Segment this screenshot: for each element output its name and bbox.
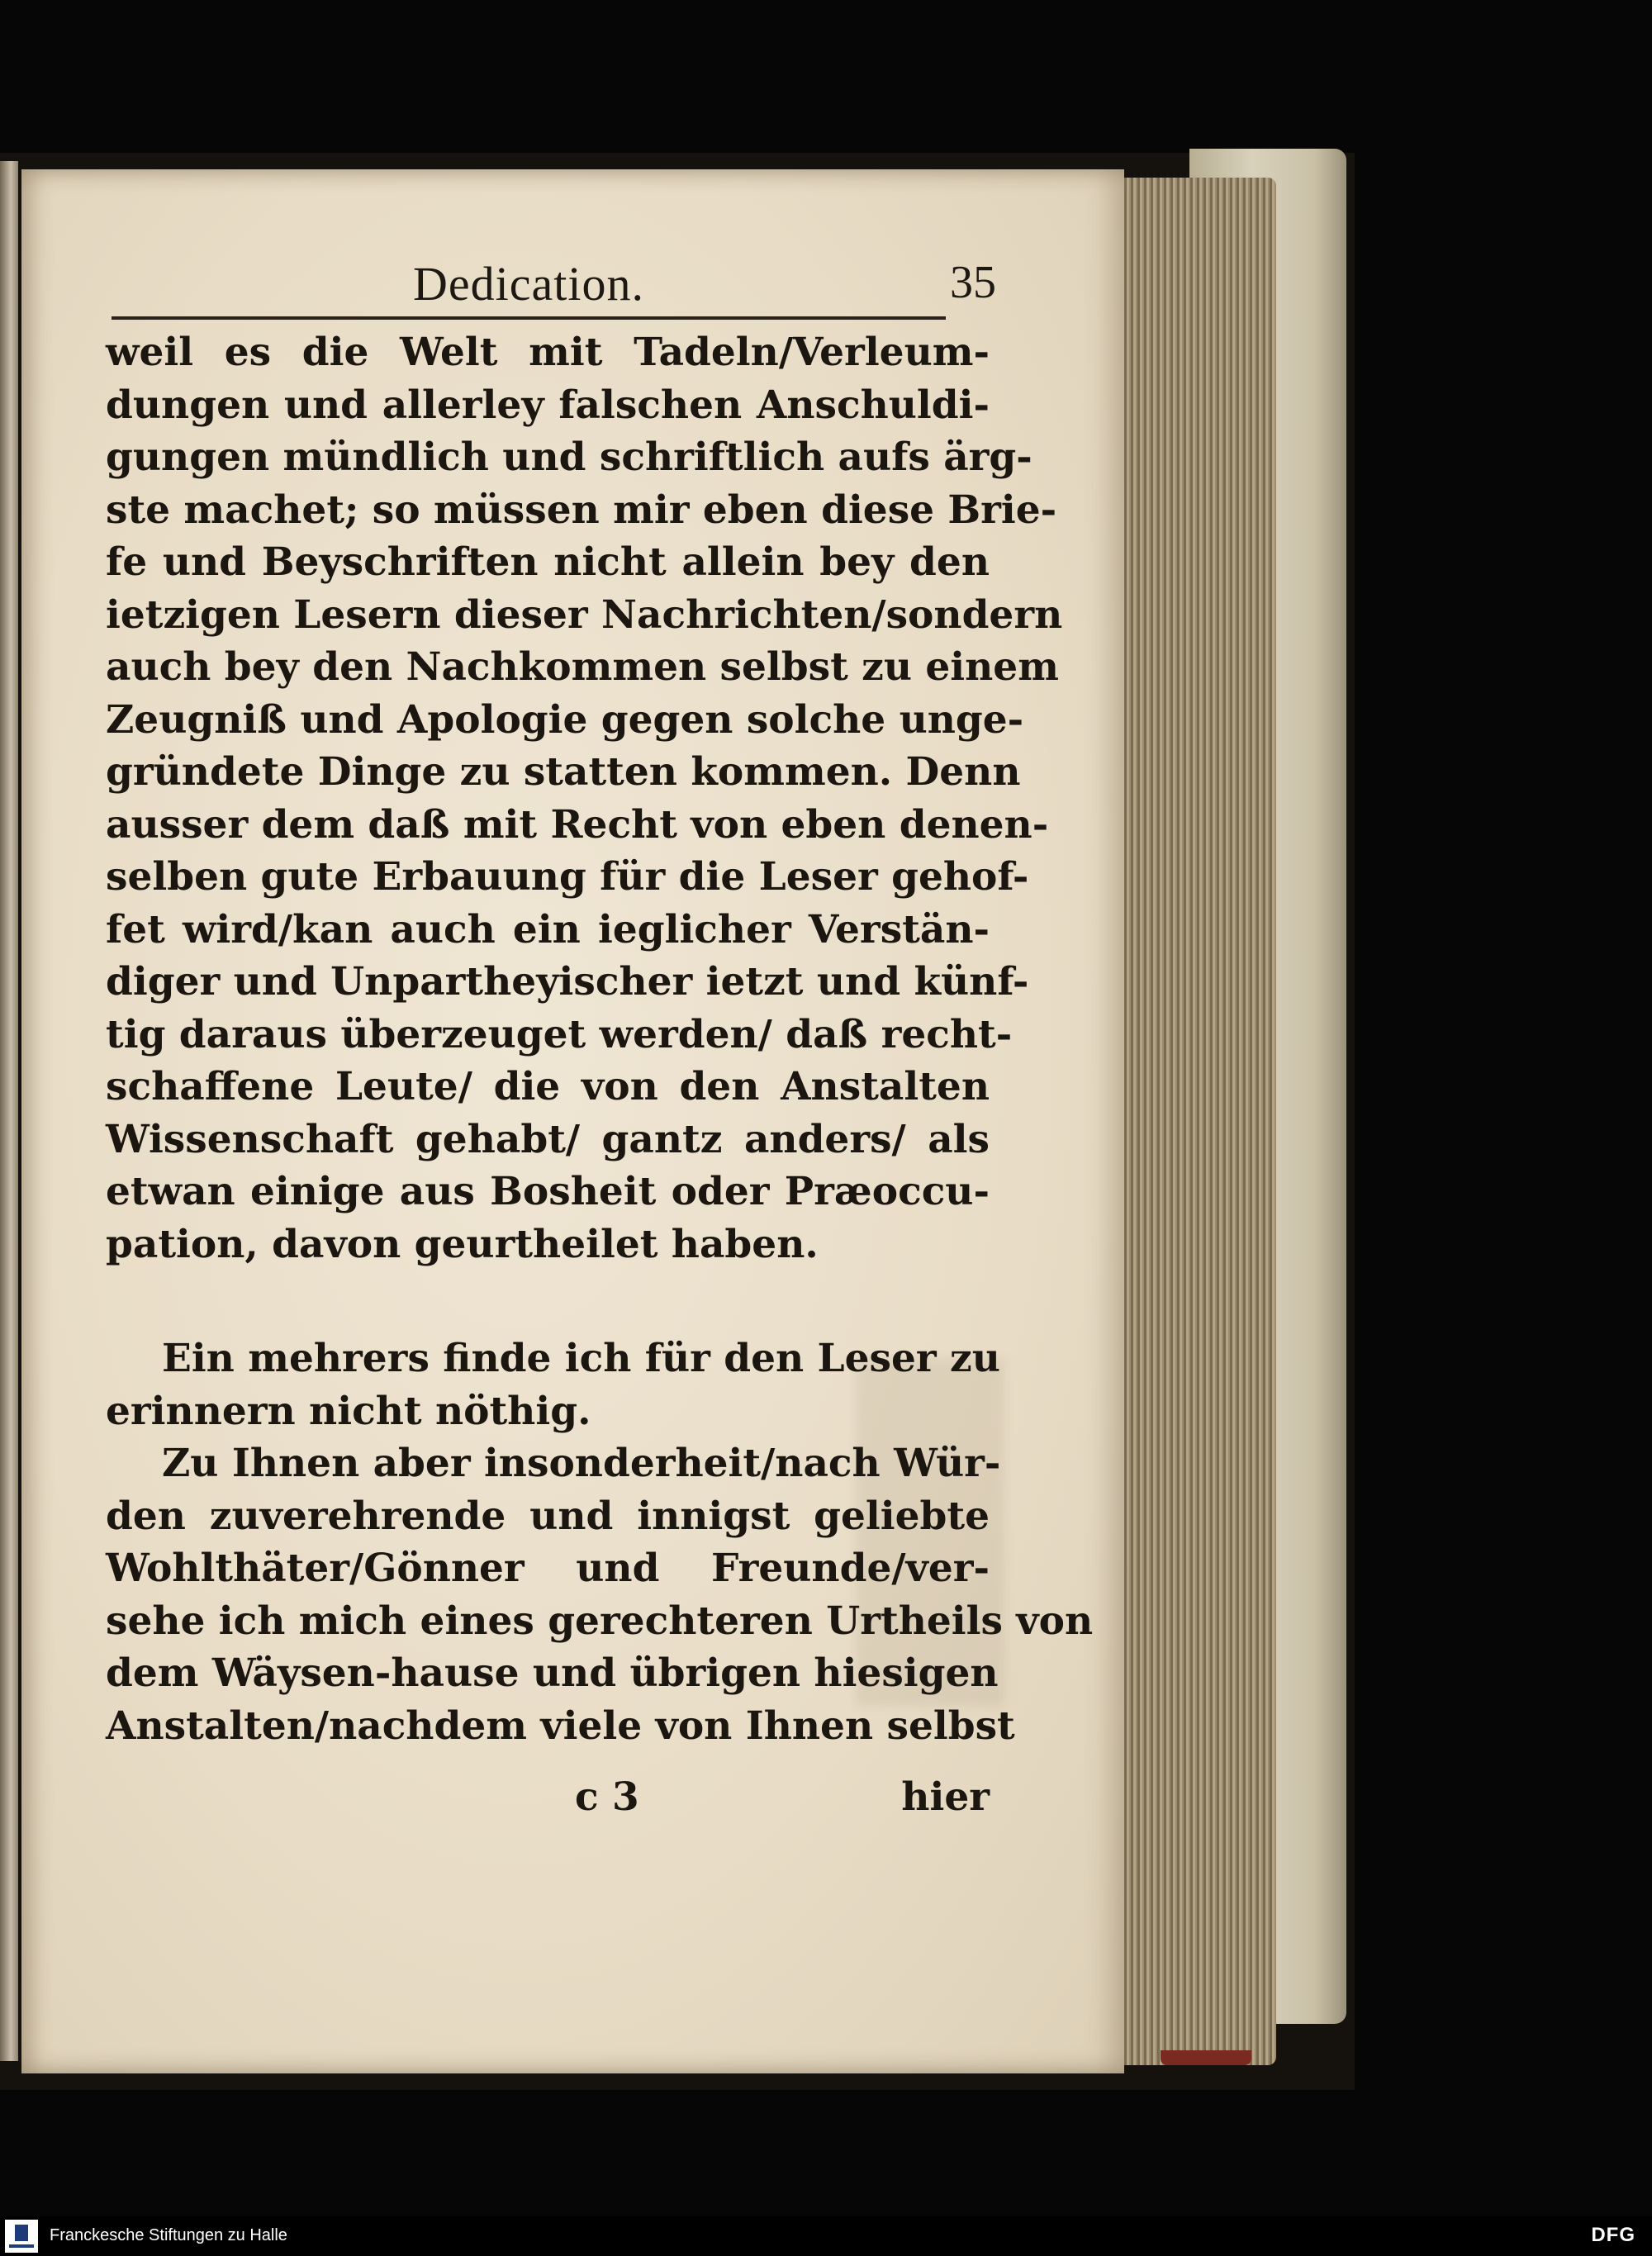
red-edge-tip <box>1161 2050 1251 2065</box>
body-text <box>106 326 1094 1752</box>
text-line: erinnern nicht nöthig. <box>106 1388 591 1434</box>
page-number: 35 <box>950 257 996 308</box>
paragraph-3 <box>106 1437 1094 1752</box>
paragraph-2 <box>106 1332 1000 1437</box>
text-line: sehe ich mich eines gerechteren Urtheils von <box>106 1598 1094 1644</box>
text-line: dem Wäysen-hause und übrigen hiesigen <box>106 1650 999 1696</box>
text-line: Anstalten/nachdem viele von Ihnen selbst <box>106 1703 1015 1749</box>
text-line: den zuverehrende und innigst geliebte <box>106 1493 990 1539</box>
dfg-logo[interactable]: DFG <box>1591 2224 1635 2246</box>
text-line: Wohlthäter/Gönner und Freunde/ver- <box>106 1546 990 1591</box>
text-line: Ein mehrers finde ich für den Leser zu <box>162 1336 1000 1381</box>
text-line: gründete Dinge zu statten kommen. Denn <box>106 749 1021 795</box>
logo-base <box>9 2244 34 2248</box>
text-line: selben gute Erbauung für die Leser gehof- <box>106 854 1029 900</box>
running-head-title: Dedication. <box>413 257 644 311</box>
text-line: pation, davon geurtheilet haben. <box>106 1221 819 1267</box>
signature-line <box>106 1774 990 1827</box>
logo-mark <box>15 2225 28 2241</box>
text-line: Zeugniß und Apologie gegen solche unge- <box>106 696 1024 743</box>
catchword: hier <box>901 1774 990 1820</box>
book-fore-edge <box>1111 178 1276 2065</box>
text-line: auch bey den Nachkommen selbst zu einem <box>106 644 1059 690</box>
text-line: Zu Ihnen aber insonderheit/nach Wür- <box>162 1441 1001 1486</box>
text-line: fe und Beyschriften nicht allein bey den <box>106 539 990 585</box>
text-line: tig daraus überzeuget werden/ daß recht- <box>106 1011 1013 1057</box>
text-line: ste machet; so müssen mir eben diese Brie- <box>106 487 1057 533</box>
text-line: weil es die Welt mit Tadeln/Verleum- <box>106 330 990 375</box>
text-line: gungen mündlich und schriftlich aufs ärg- <box>106 435 1032 480</box>
institution-name[interactable]: Franckesche Stiftungen zu Halle <box>50 2226 287 2244</box>
paragraph-gap <box>106 1270 990 1332</box>
header-rule <box>112 316 946 320</box>
signature-mark: c 3 <box>575 1774 639 1820</box>
francke-foundation-logo-icon[interactable] <box>5 2220 38 2253</box>
left-page-edge <box>0 161 18 2061</box>
text-line: etwan einige aus Bosheit oder Præoccu- <box>106 1169 990 1214</box>
text-line: Wissenschaft gehabt/ gantz anders/ als <box>106 1116 990 1162</box>
paragraph-1 <box>106 326 1063 1270</box>
text-line: diger und Unpartheyischer ietzt und künf- <box>106 959 1029 1005</box>
text-line: schaffene Leute/ die von den Anstalten <box>106 1064 990 1109</box>
text-line: ietzigen Lesern dieser Nachrichten/sondern <box>106 591 1063 638</box>
text-line: ausser dem daß mit Recht von eben denen- <box>106 801 1049 848</box>
viewer-footer-bar <box>0 2216 1652 2256</box>
text-line: dungen und allerley falschen Anschuldi- <box>106 382 990 428</box>
text-line: fet wird/kan auch ein ieglicher Verstän- <box>106 906 990 952</box>
